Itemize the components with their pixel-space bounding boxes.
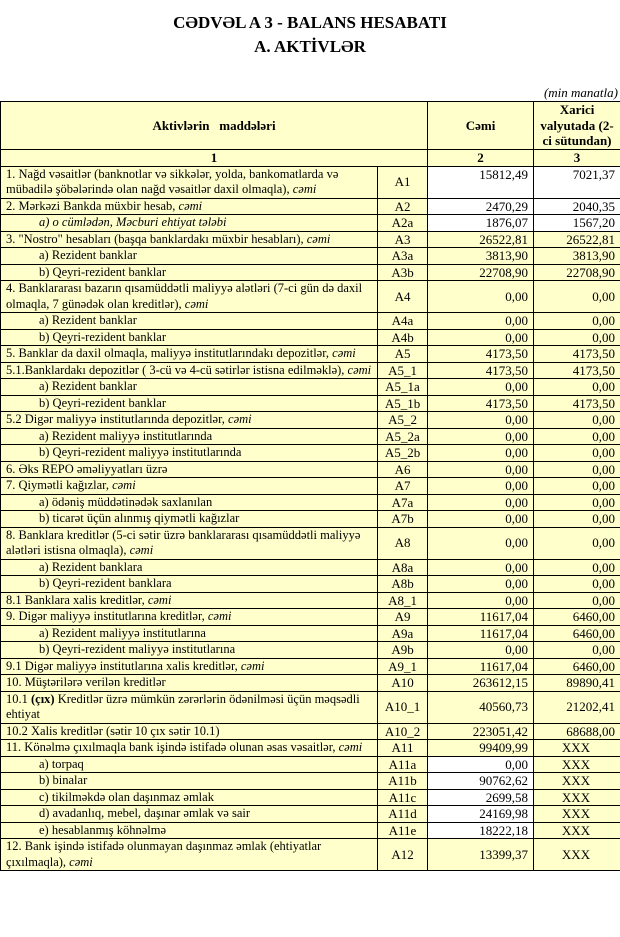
- table-row: [1, 215, 620, 232]
- item-label-segment: a) Rezident banklar: [39, 379, 137, 393]
- item-label: [1, 478, 378, 495]
- value-total: 3813,90: [428, 248, 534, 265]
- column-number-2: 2: [428, 149, 534, 166]
- item-label: [1, 379, 378, 396]
- value-total: 0,00: [428, 642, 534, 659]
- item-label-segment: a) Rezident banklar: [39, 313, 137, 327]
- item-label-segment: c) tikilməkdə olan daşınmaz əmlak: [39, 789, 214, 804]
- item-label-segment: 1. Nağd vəsaitlər (banknotlar və sikkələr, yolda, bankomatlarda və mübadilə şöbələrində olan nağd vəsaitlər daxil olmaqla),: [6, 166, 339, 196]
- value-total: 0,00: [428, 527, 534, 559]
- item-label: [1, 773, 378, 790]
- item-label: [1, 691, 378, 723]
- value-foreign-currency: 0,00: [534, 527, 620, 559]
- value-total: 4173,50: [428, 362, 534, 379]
- item-label-segment: a) Rezident maliyyə institutlarında: [39, 428, 213, 443]
- table-row: [1, 675, 620, 692]
- table-row: [1, 740, 620, 757]
- table-row: [1, 511, 620, 528]
- item-code: A4a: [378, 313, 428, 330]
- item-label-segment: 5.2 Digər maliyyə institutlarında depozitlər,: [6, 412, 225, 426]
- value-foreign-currency: 4173,50: [534, 346, 620, 363]
- item-label: [1, 642, 378, 659]
- item-label-segment: b) Qeyri-rezident banklara: [39, 576, 172, 590]
- table-row: [1, 461, 620, 478]
- item-label: [1, 822, 378, 839]
- item-label-segment: a) ödəniş müddətinədək saxlanılan: [39, 494, 213, 509]
- item-label: [1, 576, 378, 593]
- value-total: 0,00: [428, 412, 534, 429]
- item-code: A2: [378, 198, 428, 215]
- item-label: [1, 166, 378, 198]
- table-row: [1, 264, 620, 281]
- table-row: [1, 691, 620, 723]
- table-row: [1, 642, 620, 659]
- value-foreign-currency: 0,00: [534, 642, 620, 659]
- item-label-segment: 6. Əks REPO əməliyyatları üzrə: [6, 461, 168, 476]
- value-foreign-currency: 7021,37: [534, 166, 620, 198]
- item-label: [1, 428, 378, 445]
- item-label-segment: a) Rezident maliyyə institutlarına: [39, 625, 206, 640]
- value-total: 0,00: [428, 756, 534, 773]
- value-total: 0,00: [428, 313, 534, 330]
- item-label: [1, 231, 378, 248]
- value-foreign-currency: XXX: [534, 806, 620, 823]
- item-label-segment: 10.1: [6, 691, 31, 706]
- item-code: A9_1: [378, 658, 428, 675]
- item-code: A1: [378, 166, 428, 198]
- column-number-row: [1, 149, 620, 166]
- value-foreign-currency: 0,00: [534, 412, 620, 429]
- value-total: 18222,18: [428, 822, 534, 839]
- item-code: A3b: [378, 264, 428, 281]
- value-total: 24169,98: [428, 806, 534, 823]
- item-label-segment: 9.1 Digər maliyyə institutlarına xalis kreditlər,: [6, 658, 238, 673]
- item-code: A11d: [378, 806, 428, 823]
- table-row: [1, 839, 620, 871]
- item-code: A10_1: [378, 691, 428, 723]
- value-total: 11617,04: [428, 625, 534, 642]
- table-row: [1, 231, 620, 248]
- item-label: [1, 723, 378, 740]
- item-label-segment: (çıx): [31, 691, 55, 706]
- value-foreign-currency: 0,00: [534, 576, 620, 593]
- value-foreign-currency: 4173,50: [534, 362, 620, 379]
- item-code: A11a: [378, 756, 428, 773]
- table-row: [1, 166, 620, 198]
- item-code: A11e: [378, 822, 428, 839]
- item-label-segment: cəmi: [329, 346, 356, 360]
- item-label: [1, 559, 378, 576]
- item-label-segment: a) o cümlədən, Məcburi ehtiyat tələbi: [39, 215, 227, 229]
- value-foreign-currency: XXX: [534, 773, 620, 790]
- item-label-segment: 10. Müştərilərə verilən kreditlər: [6, 675, 166, 689]
- table-row: [1, 412, 620, 429]
- item-code: A7: [378, 478, 428, 495]
- value-total: 0,00: [428, 329, 534, 346]
- item-label-segment: cəmi: [66, 854, 93, 869]
- item-code: A8: [378, 527, 428, 559]
- item-code: A5_1a: [378, 379, 428, 396]
- item-label: [1, 215, 378, 232]
- table-row: [1, 806, 620, 823]
- unit-note: (min manatla): [543, 85, 618, 100]
- table-row: [1, 478, 620, 495]
- item-label: [1, 839, 378, 871]
- item-label: [1, 264, 378, 281]
- table-row: [1, 822, 620, 839]
- item-label: [1, 494, 378, 511]
- column-number-3: 3: [534, 149, 620, 166]
- value-total: 2699,58: [428, 789, 534, 806]
- item-label: [1, 806, 378, 823]
- item-label-segment: 5. Banklar da daxil olmaqla, maliyyə institutlarındakı depozitlər,: [6, 346, 330, 360]
- item-label: [1, 329, 378, 346]
- item-code: A12: [378, 839, 428, 871]
- item-code: A6: [378, 461, 428, 478]
- table-row: [1, 428, 620, 445]
- value-foreign-currency: 4173,50: [534, 395, 620, 412]
- item-code: A9b: [378, 642, 428, 659]
- header-foreign-currency: Xarici valyutada (2-ci sütundan): [534, 102, 620, 150]
- item-label-segment: cəmi: [126, 543, 154, 557]
- value-total: 1876,07: [428, 215, 534, 232]
- item-code: A4b: [378, 329, 428, 346]
- item-code: A8b: [378, 576, 428, 593]
- table-row: [1, 658, 620, 675]
- table-row: [1, 329, 620, 346]
- table-row: [1, 362, 620, 379]
- value-total: 99409,99: [428, 740, 534, 757]
- value-foreign-currency: 6460,00: [534, 609, 620, 626]
- value-foreign-currency: 0,00: [534, 329, 620, 346]
- value-total: 223051,42: [428, 723, 534, 740]
- item-label-segment: b) Qeyri-rezident maliyyə institutlarında: [39, 445, 242, 459]
- item-label-segment: cəmi: [289, 182, 317, 196]
- item-label-segment: cəmi: [144, 592, 172, 607]
- value-total: 0,00: [428, 511, 534, 528]
- table-row: [1, 592, 620, 609]
- item-code: A11: [378, 740, 428, 757]
- item-code: A8_1: [378, 592, 428, 609]
- item-label: [1, 445, 378, 462]
- item-label-segment: d) avadanlıq, mebel, daşınar əmlak və sair: [39, 806, 251, 820]
- table-row: [1, 609, 620, 626]
- column-number-1: 1: [1, 149, 428, 166]
- item-label: [1, 625, 378, 642]
- table-row: [1, 395, 620, 412]
- item-label-segment: cəmi: [224, 412, 252, 426]
- value-foreign-currency: 0,00: [534, 428, 620, 445]
- item-label-segment: 10.2 Xalis kreditlər (sətir 10 çıx sətir 10.1): [6, 723, 220, 738]
- value-total: 40560,73: [428, 691, 534, 723]
- value-total: 90762,62: [428, 773, 534, 790]
- table-row: [1, 379, 620, 396]
- table-row: [1, 756, 620, 773]
- item-label-segment: cəmi: [344, 362, 372, 377]
- item-label: [1, 313, 378, 330]
- item-code: A3a: [378, 248, 428, 265]
- table-row: [1, 248, 620, 265]
- item-label-segment: 7. Qiymətli kağızlar,: [6, 478, 109, 492]
- item-label-segment: a) Rezident banklar: [39, 248, 137, 262]
- item-label-segment: cəmi: [181, 296, 209, 311]
- item-label: [1, 740, 378, 757]
- item-label-segment: 12. Bank işində istifadə olunmayan daşınmaz əmlak (ehtiyatlar çıxılmaqla),: [6, 839, 322, 869]
- item-label-segment: cəmi: [303, 231, 331, 246]
- header-row: [1, 102, 620, 150]
- value-foreign-currency: XXX: [534, 789, 620, 806]
- value-total: 263612,15: [428, 675, 534, 692]
- value-total: 2470,29: [428, 198, 534, 215]
- value-total: 0,00: [428, 461, 534, 478]
- item-code: A2a: [378, 215, 428, 232]
- value-total: 0,00: [428, 559, 534, 576]
- item-code: A5_2: [378, 412, 428, 429]
- item-code: A10: [378, 675, 428, 692]
- value-foreign-currency: 0,00: [534, 559, 620, 576]
- value-total: 11617,04: [428, 609, 534, 626]
- item-label-segment: 5.1.Banklardakı depozitlər ( 3-cü və 4-cü sətirlər istisna edilməklə),: [6, 362, 345, 377]
- item-label-segment: b) Qeyri-rezident banklar: [39, 395, 167, 410]
- table-row: [1, 576, 620, 593]
- item-label: [1, 198, 378, 215]
- item-code: A5_2b: [378, 445, 428, 462]
- value-foreign-currency: XXX: [534, 756, 620, 773]
- table-row: [1, 559, 620, 576]
- table-row: [1, 281, 620, 313]
- value-foreign-currency: 0,00: [534, 379, 620, 396]
- item-label: [1, 461, 378, 478]
- item-code: A4: [378, 281, 428, 313]
- value-foreign-currency: 0,00: [534, 511, 620, 528]
- item-code: A11c: [378, 789, 428, 806]
- item-label-segment: a) torpaq: [39, 756, 84, 771]
- item-label-segment: 8.1 Banklara xalis kreditlər,: [6, 592, 145, 607]
- value-total: 0,00: [428, 379, 534, 396]
- item-code: A3: [378, 231, 428, 248]
- table-row: [1, 773, 620, 790]
- value-total: 13399,37: [428, 839, 534, 871]
- item-code: A5_2a: [378, 428, 428, 445]
- value-foreign-currency: 3813,90: [534, 248, 620, 265]
- value-foreign-currency: 0,00: [534, 461, 620, 478]
- item-label-segment: b) ticarət üçün alınmış qiymətli kağızlar: [39, 511, 240, 525]
- item-label: [1, 756, 378, 773]
- value-foreign-currency: 68688,00: [534, 723, 620, 740]
- value-foreign-currency: 0,00: [534, 445, 620, 462]
- item-label-segment: b) Qeyri-rezident banklar: [39, 264, 167, 279]
- item-label-segment: cəmi: [237, 658, 265, 673]
- table-row: [1, 789, 620, 806]
- item-label-segment: cəmi: [175, 198, 203, 213]
- item-label: [1, 675, 378, 692]
- value-foreign-currency: 0,00: [534, 281, 620, 313]
- item-label: [1, 346, 378, 363]
- value-foreign-currency: XXX: [534, 822, 620, 839]
- item-code: A10_2: [378, 723, 428, 740]
- value-total: 0,00: [428, 494, 534, 511]
- table-body: [1, 166, 620, 871]
- item-code: A8a: [378, 559, 428, 576]
- item-code: A11b: [378, 773, 428, 790]
- item-label: [1, 412, 378, 429]
- value-foreign-currency: 21202,41: [534, 691, 620, 723]
- value-foreign-currency: XXX: [534, 740, 620, 757]
- item-code: A9a: [378, 625, 428, 642]
- value-total: 0,00: [428, 592, 534, 609]
- table-row: [1, 198, 620, 215]
- item-label: [1, 789, 378, 806]
- value-total: 26522,81: [428, 231, 534, 248]
- value-foreign-currency: 0,00: [534, 478, 620, 495]
- value-foreign-currency: 6460,00: [534, 658, 620, 675]
- item-label: [1, 609, 378, 626]
- item-label-segment: Kreditlər üzrə mümkün zərərlərin ödənilməsi üçün məqsədli ehtiyat: [6, 691, 360, 721]
- value-foreign-currency: 6460,00: [534, 625, 620, 642]
- item-label-segment: e) hesablanmış köhnəlmə: [39, 822, 167, 837]
- table-row: [1, 625, 620, 642]
- value-foreign-currency: 26522,81: [534, 231, 620, 248]
- item-label: [1, 511, 378, 528]
- item-label: [1, 362, 378, 379]
- item-label-segment: a) Rezident banklara: [39, 559, 143, 574]
- value-total: 0,00: [428, 428, 534, 445]
- table-row: [1, 313, 620, 330]
- item-code: A5_1b: [378, 395, 428, 412]
- item-label-segment: cəmi: [204, 609, 232, 623]
- value-foreign-currency: 89890,41: [534, 675, 620, 692]
- value-foreign-currency: 0,00: [534, 494, 620, 511]
- item-label: [1, 658, 378, 675]
- value-total: 4173,50: [428, 346, 534, 363]
- page-title: CƏDVƏL A 3 - BALANS HESABATI: [173, 13, 447, 32]
- value-total: 4173,50: [428, 395, 534, 412]
- header-items: Aktivlərin maddələri: [1, 102, 428, 150]
- item-label-segment: b) Qeyri-rezident banklar: [39, 329, 167, 344]
- table-row: [1, 445, 620, 462]
- table-row: [1, 527, 620, 559]
- item-code: A7b: [378, 511, 428, 528]
- item-label-segment: 8. Banklara kreditlər (5-ci sətir üzrə banklararası qısamüddətli maliyyə alətləri istisna olmaqla),: [6, 527, 361, 557]
- value-total: 0,00: [428, 576, 534, 593]
- item-code: A5: [378, 346, 428, 363]
- item-code: A9: [378, 609, 428, 626]
- item-label-segment: 3. "Nostro" hesabları (başqa banklardakı müxbir hesabları),: [6, 231, 304, 246]
- item-label-segment: b) binalar: [39, 773, 88, 787]
- value-foreign-currency: 2040,35: [534, 198, 620, 215]
- table-row: [1, 723, 620, 740]
- item-label-segment: 9. Digər maliyyə institutlarına kreditlər,: [6, 609, 205, 623]
- item-label: [1, 281, 378, 313]
- header-total: Cəmi: [428, 102, 534, 150]
- balance-sheet-table: [0, 101, 620, 871]
- item-label: [1, 395, 378, 412]
- value-foreign-currency: 22708,90: [534, 264, 620, 281]
- value-foreign-currency: 0,00: [534, 592, 620, 609]
- value-total: 0,00: [428, 478, 534, 495]
- value-total: 22708,90: [428, 264, 534, 281]
- item-label: [1, 527, 378, 559]
- item-label-segment: cəmi: [335, 740, 363, 754]
- value-foreign-currency: 1567,20: [534, 215, 620, 232]
- item-label-segment: b) Qeyri-rezident maliyyə institutlarına: [39, 642, 236, 656]
- table-row: [1, 346, 620, 363]
- item-label: [1, 592, 378, 609]
- page-subtitle: A. AKTİVLƏR: [254, 37, 366, 56]
- value-foreign-currency: XXX: [534, 839, 620, 871]
- value-total: 0,00: [428, 281, 534, 313]
- item-label-segment: cəmi: [108, 478, 136, 492]
- item-label-segment: 11. Könəlmə çıxılmaqla bank işində istifadə olunan əsas vəsaitlər,: [6, 740, 336, 754]
- item-label: [1, 248, 378, 265]
- value-foreign-currency: 0,00: [534, 313, 620, 330]
- value-total: 15812,49: [428, 166, 534, 198]
- value-total: 0,00: [428, 445, 534, 462]
- item-code: A7a: [378, 494, 428, 511]
- table-row: [1, 494, 620, 511]
- item-label-segment: 4. Banklararası bazarın qısamüddətli maliyyə alətləri (7-ci gün də daxil olmaqla, 7 günədək olan kreditlər),: [6, 281, 363, 311]
- item-code: A5_1: [378, 362, 428, 379]
- value-total: 11617,04: [428, 658, 534, 675]
- item-label-segment: 2. Mərkəzi Bankda müxbir hesab,: [6, 198, 176, 213]
